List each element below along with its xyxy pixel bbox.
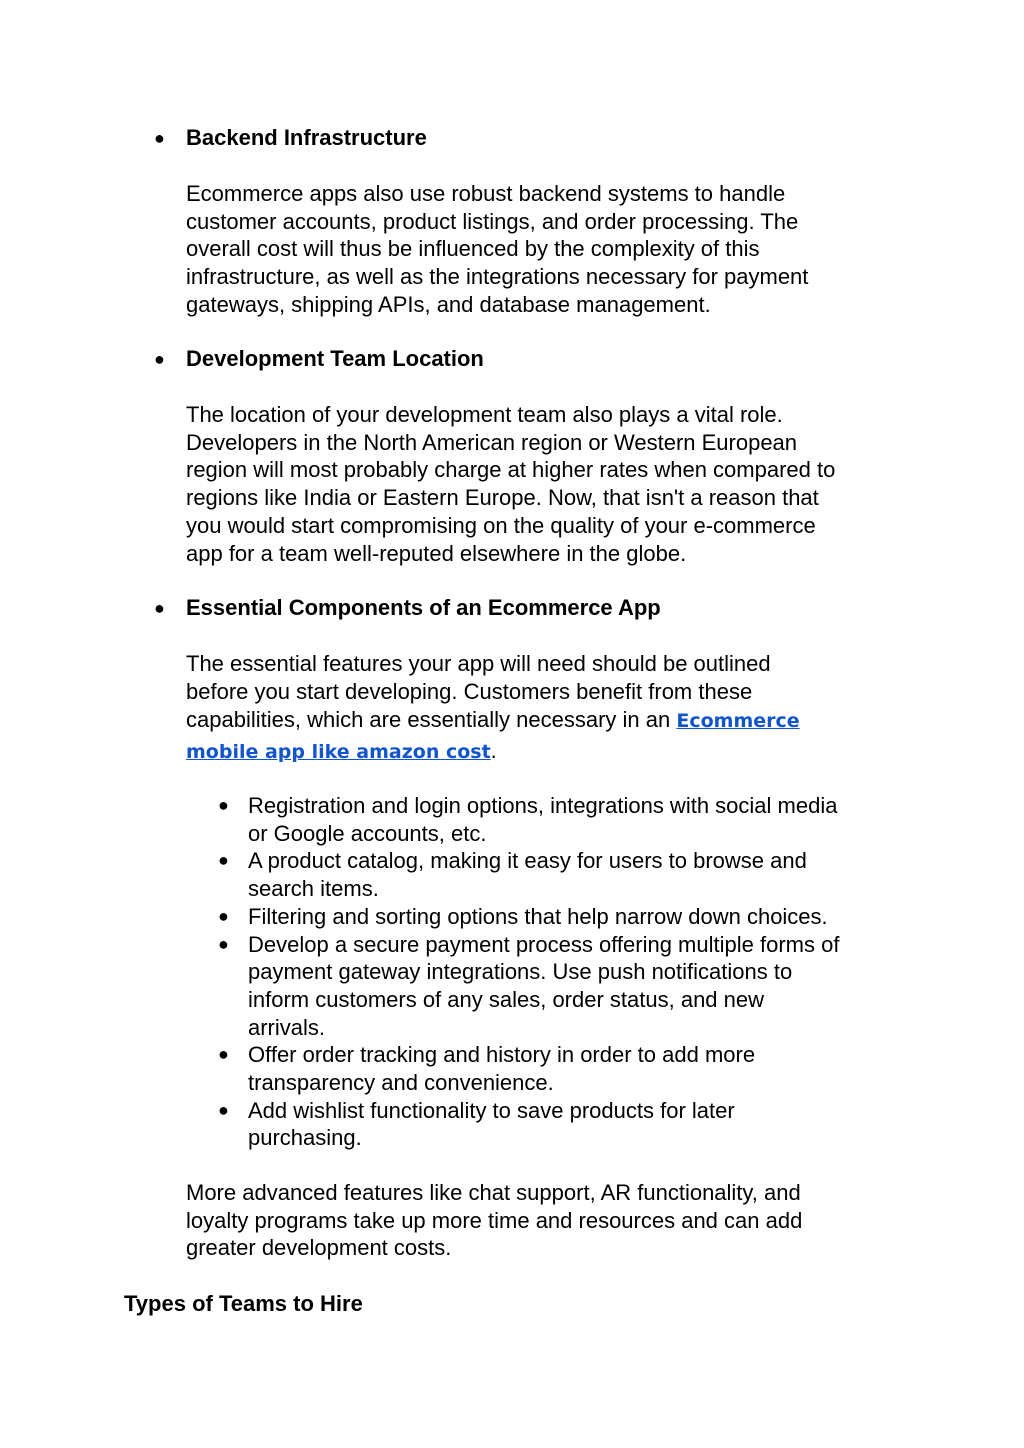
- paragraph-line: app for a team well-reputed elsewhere in the globe.: [186, 540, 687, 566]
- paragraph-advanced-features: [186, 1179, 906, 1262]
- list-item: [218, 1041, 908, 1096]
- paragraph-line: customer accounts, product listings, and order processing. The: [186, 208, 799, 234]
- bullet-icon: ●: [218, 850, 229, 871]
- ecommerce-cost-link[interactable]: Ecommerce: [676, 710, 800, 733]
- paragraph-line: More advanced features like chat support, AR functionality, and: [186, 1180, 801, 1205]
- section-title-types-of-teams: Types of Teams to Hire: [124, 1291, 363, 1316]
- paragraph-line: infrastructure, as well as the integrations necessary for payment: [186, 264, 809, 290]
- list-item-line: A product catalog, making it easy for users to browse and: [248, 848, 807, 874]
- bullet-icon: ●: [154, 349, 165, 369]
- paragraph-line: Ecommerce apps also use robust backend systems to handle: [186, 181, 786, 206]
- list-item: [218, 792, 908, 847]
- paragraph-line: greater development costs.: [186, 1235, 452, 1261]
- paragraph-line: region will most probably charge at higher rates when compared to: [186, 457, 836, 483]
- paragraph-line: [186, 736, 906, 767]
- paragraph-line: regions like India or Eastern Europe. Now, that isn't a reason that: [186, 485, 819, 511]
- list-item-line: Develop a secure payment process offering multiple forms of: [248, 931, 840, 957]
- list-item-line: Offer order tracking and history in order to add more: [248, 1042, 756, 1068]
- list-item-line: Add wishlist functionality to save products for later: [248, 1097, 735, 1123]
- paragraph-line: The essential features your app will need should be outlined: [186, 651, 771, 676]
- list-item-line: Registration and login options, integrations with social media: [248, 793, 838, 818]
- paragraph-line: you would start compromising on the quality of your e-commerce: [186, 512, 816, 538]
- list-item-line: or Google accounts, etc.: [248, 820, 487, 846]
- list-item: [218, 847, 908, 902]
- list-item-line: inform customers of any sales, order status, and new: [248, 986, 765, 1012]
- paragraph-line: loyalty programs take up more time and resources and can add: [186, 1207, 803, 1233]
- heading-essential-components: [154, 594, 661, 622]
- heading-text: Essential Components of an Ecommerce App: [186, 595, 661, 620]
- heading-text: Development Team Location: [186, 346, 484, 371]
- after-link-text: .: [490, 738, 497, 764]
- bullet-icon: ●: [218, 1044, 229, 1065]
- paragraph-line: before you start developing. Customers benefit from these: [186, 678, 753, 704]
- list-item-line: payment gateway integrations. Use push notifications to: [248, 959, 793, 985]
- list-item: [218, 1097, 908, 1152]
- list-item-line: Filtering and sorting options that help narrow down choices.: [248, 903, 828, 929]
- paragraph-line: overall cost will thus be influenced by the complexity of this: [186, 236, 760, 262]
- features-list: [218, 792, 908, 1152]
- paragraph-line-text: capabilities, which are essentially necessary in an: [186, 707, 677, 733]
- heading-development-team-location: [154, 345, 484, 373]
- bullet-icon: ●: [154, 128, 165, 148]
- paragraph-line: The location of your development team also plays a vital role.: [186, 402, 783, 427]
- ecommerce-cost-link-continued[interactable]: mobile app like amazon cost: [186, 741, 491, 764]
- paragraph-line: Developers in the North American region or Western European: [186, 429, 798, 455]
- bullet-icon: ●: [218, 1099, 229, 1120]
- heading-backend-infrastructure: [154, 124, 427, 152]
- paragraph-line: gateways, shipping APIs, and database management.: [186, 291, 711, 317]
- bullet-icon: ●: [154, 598, 165, 618]
- heading-text: Backend Infrastructure: [186, 125, 427, 150]
- paragraph-line: [186, 705, 906, 736]
- bullet-icon: ●: [218, 905, 229, 926]
- list-item-line: purchasing.: [248, 1125, 362, 1151]
- list-item-line: search items.: [248, 876, 379, 902]
- bullet-icon: ●: [218, 933, 229, 954]
- paragraph-development-team-location: [186, 401, 906, 567]
- list-item: [218, 931, 908, 1042]
- list-item: [218, 903, 908, 931]
- paragraph-backend-infrastructure: [186, 180, 906, 319]
- paragraph-essential-components: [186, 650, 906, 767]
- bullet-icon: ●: [218, 795, 229, 815]
- list-item-line: arrivals.: [248, 1014, 326, 1040]
- list-item-line: transparency and convenience.: [248, 1070, 554, 1096]
